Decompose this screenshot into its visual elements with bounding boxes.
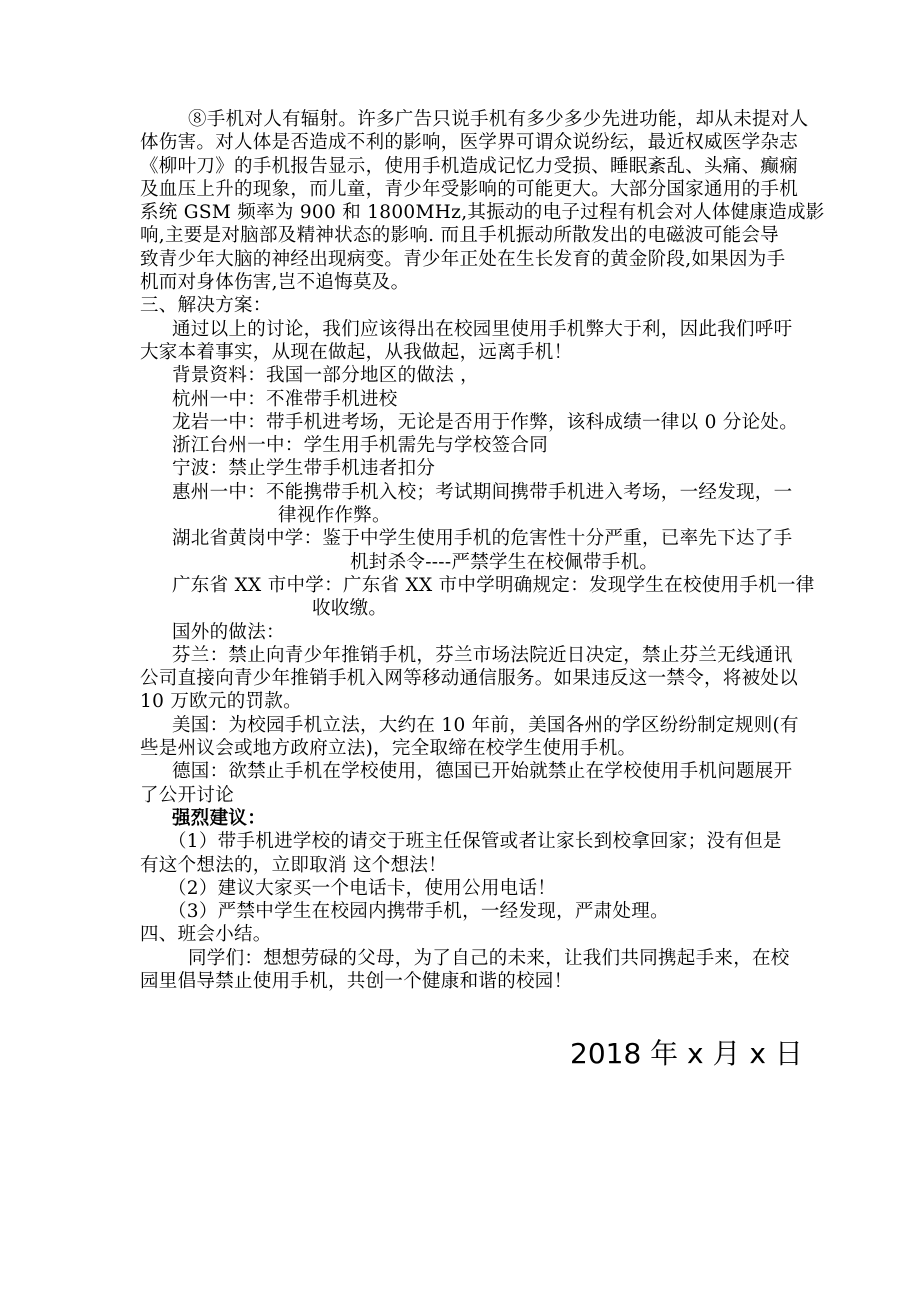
document-body — [140, 108, 825, 993]
foreign-item-germany — [140, 760, 795, 807]
domestic-item: 杭州一中：不准带手机进校 — [172, 388, 398, 410]
text-line: 芬兰：禁止向青少年推销手机，芬兰市场法院近日决定，禁止芬兰无线通讯 — [172, 644, 793, 666]
text-line: ⑧手机对人有辐射。许多广告只说手机有多少多少先进功能，却从未提对人 — [188, 109, 809, 130]
suggestion-item-3: （3）严禁中学生在校园内携带手机，一经发现，严肃处理。 — [168, 901, 669, 923]
domestic-item-guangdong — [140, 574, 815, 621]
section-heading-summary: 四、班会小结。 — [140, 924, 272, 946]
text-line: 通过以上的讨论，我们应该得出在校园里使用手机弊大于利，因此我们呼吁 — [172, 318, 793, 340]
foreign-heading: 国外的做法： — [172, 621, 285, 643]
foreign-item-finland — [140, 644, 799, 714]
domestic-item: 龙岩一中：带手机进考场，无论是否用于作弊，该科成绩一律以 0 分论处。 — [172, 411, 799, 433]
text-line: 10 万欧元的罚款。 — [140, 691, 302, 713]
text-line: 美国：为校园手机立法，大约在 10 年前，美国各州的学区纷纷制定规则(有 — [172, 714, 799, 736]
section-heading-solution: 三、解决方案： — [140, 295, 272, 317]
text-line: 《柳叶刀》的手机报告显示，使用手机造成记忆力受损、睡眠紊乱、头痛、癫痫 — [140, 155, 799, 177]
text-line: 了公开讨论 — [140, 784, 235, 806]
text-line: （1）带手机进学校的请交于班主任保管或者让家长到校拿回家；没有但是 — [168, 831, 782, 853]
text-line: 德国：欲禁止手机在学校使用，德国已开始就禁止在学校使用手机问题展开 — [172, 761, 793, 783]
paragraph-summary — [140, 947, 795, 994]
text-line: 及血压上升的现象，而儿童，青少年受影响的可能更大。大部分国家通用的手机 — [140, 178, 799, 200]
paragraph-solution-intro — [140, 318, 795, 365]
foreign-item-usa — [140, 714, 799, 761]
text-line: 响,主要是对脑部及精神状态的影响. 而且手机振动所散发出的电磁波可能会导 — [140, 225, 779, 247]
text-line: 湖北省黄岗中学：鉴于中学生使用手机的危害性十分严重，已率先下达了手 — [172, 528, 793, 550]
domestic-item: 浙江台州一中：学生用手机需先与学校签合同 — [172, 435, 549, 457]
domestic-item-huanggang — [140, 527, 795, 574]
text-line: 收收缴。 — [312, 598, 388, 620]
domestic-item-huizhou — [140, 481, 795, 528]
text-line: 致青少年大脑的神经出现病变。青少年正处在生长发育的黄金阶段,如果因为手 — [140, 248, 786, 270]
paragraph-radiation — [140, 108, 825, 294]
text-line: 园里倡导禁止使用手机，共创一个健康和谐的校园！ — [140, 970, 573, 992]
domestic-item: 宁波：禁止学生带手机违者扣分 — [172, 458, 436, 480]
text-line: 有这个想法的，立即取消 这个想法！ — [140, 854, 447, 876]
text-line: 公司直接向青少年推销手机入网等移动通信服务。如果违反这一禁令，将被处以 — [140, 668, 799, 690]
text-line: 广东省 XX 市中学：广东省 XX 市中学明确规定：发现学生在校使用手机一律 — [172, 574, 815, 596]
suggestion-item-1 — [140, 830, 795, 877]
text-line: 系统 GSM 频率为 900 和 1800MHz,其振动的电子过程有机会对人体健康造成影 — [140, 202, 825, 224]
text-line: 机而对身体伤害,岂不追悔莫及。 — [140, 272, 410, 294]
text-line: 些是州议会或地方政府立法)，完全取缔在校学生使用手机。 — [140, 738, 637, 760]
text-line: 同学们：想想劳碌的父母，为了自己的未来，让我们共同携起手来，在校 — [188, 947, 790, 969]
text-line: 大家本着事实，从现在做起，从我做起，远离手机！ — [140, 341, 573, 363]
text-line: 机封杀令----严禁学生在校佩带手机。 — [350, 551, 659, 573]
document-date: 2018 年 x 月 x 日 — [570, 1037, 803, 1070]
text-line: 体伤害。对人体是否造成不利的影响，医学界可谓众说纷纭，最近权威医学杂志 — [140, 132, 799, 154]
text-line: 律视作作弊。 — [278, 505, 391, 527]
suggestions-heading: 强烈建议： — [172, 807, 267, 829]
suggestion-item-2: （2）建议大家买一个电话卡，使用公用电话！ — [168, 877, 557, 899]
background-heading: 背景资料：我国一部分地区的做法 ， — [172, 365, 479, 387]
text-line: 惠州一中：不能携带手机入校；考试期间携带手机进入考场，一经发现，一 — [172, 481, 793, 503]
